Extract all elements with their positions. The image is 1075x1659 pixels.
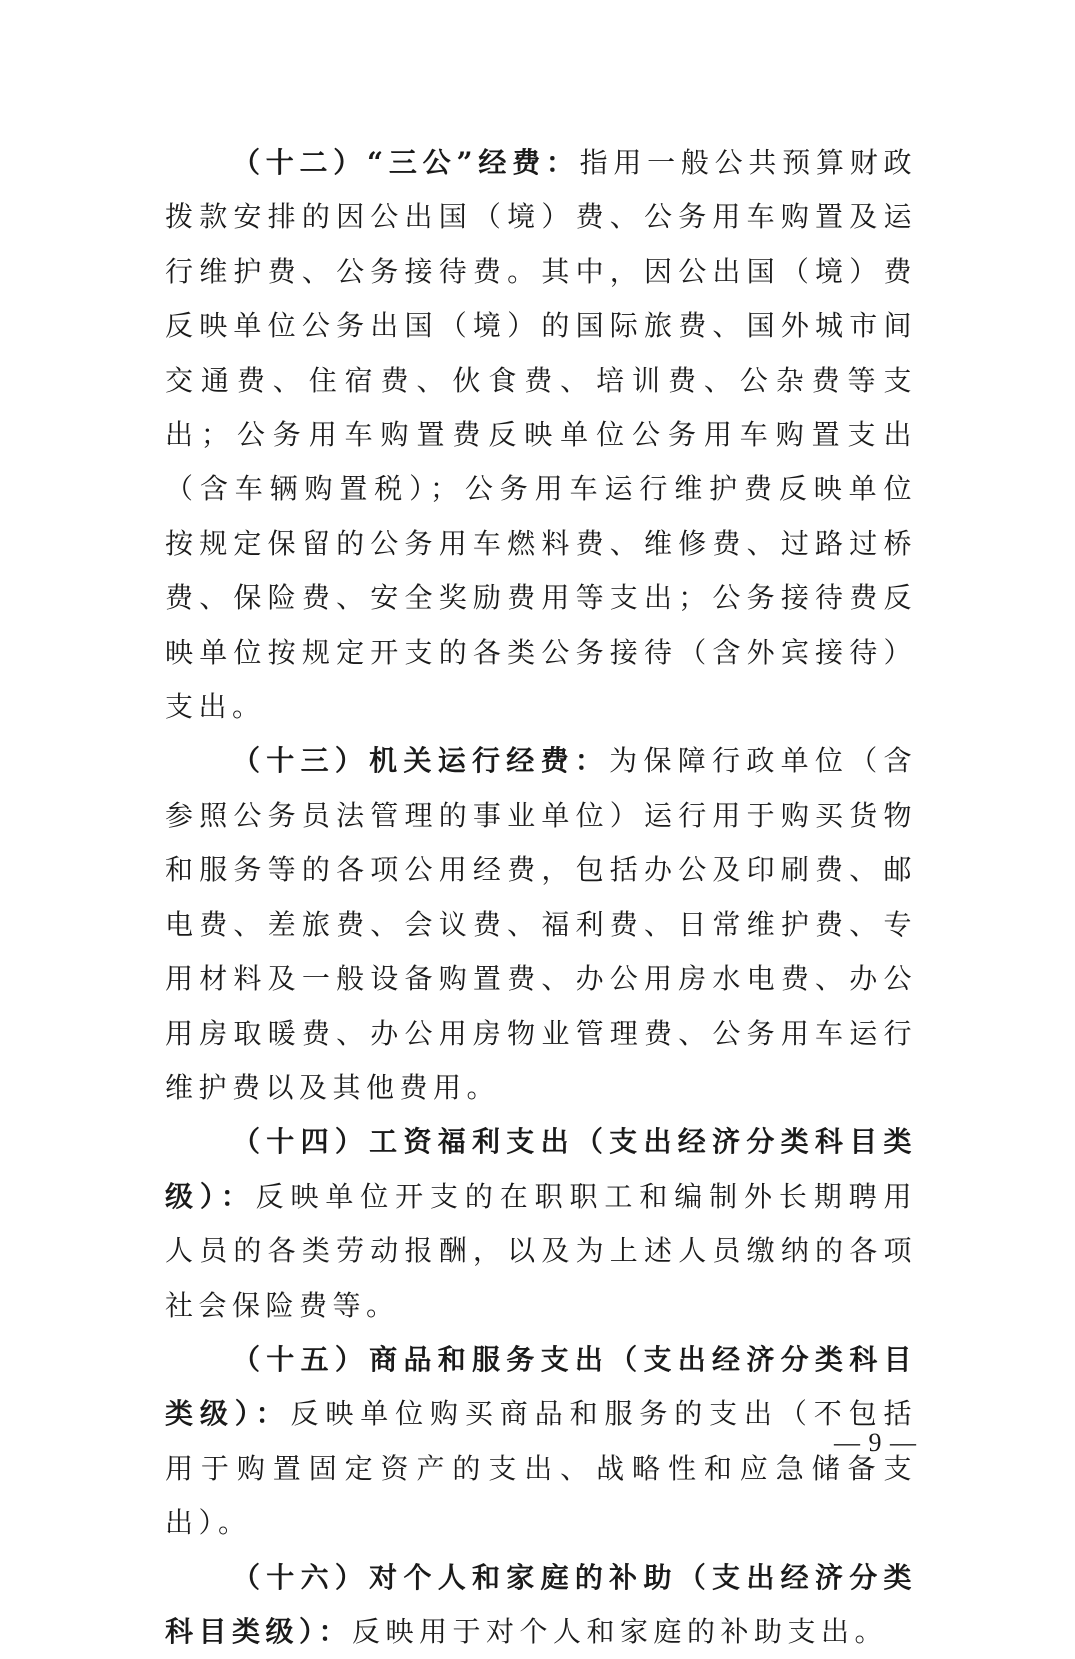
paragraph-text: 反映单位购买商品和服务的支出（不包括用于购置固定资产的支出、战略性和应急储备支出）。 <box>165 1397 917 1540</box>
document-body <box>165 136 917 1659</box>
paragraph-text: 反映用于对个人和家庭的补助支出。 <box>352 1614 889 1648</box>
paragraph-heading: （十二）“三公”经费： <box>232 146 580 179</box>
paragraph-household-subsidies <box>165 1551 917 1659</box>
paragraph-san-gong-expenses <box>165 136 917 734</box>
page-number: — 9 — <box>834 1428 917 1457</box>
paragraph-text: 反映单位开支的在职职工和编制外长期聘用人员的各类劳动报酬，以及为上述人员缴纳的各项社会保险费等。 <box>165 1179 917 1322</box>
paragraph-goods-services <box>165 1333 917 1551</box>
paragraph-heading: （十五）商品和服务支出（支出经济分类科目类级）： <box>165 1342 917 1431</box>
paragraph-wages-welfare <box>165 1115 917 1333</box>
paragraph-heading: （十六）对个人和家庭的补助（支出经济分类科目类级）： <box>165 1560 917 1648</box>
paragraph-text: 为保障行政单位（含参照公务员法管理的事业单位）运行用于购买货物和服务等的各项公用经费，包括办公及印刷费、邮电费、差旅费、会议费、福利费、日常维护费、专用材料及一般设备购置费、办公用房水电费、办公用房取暖费、办公用房物业管理费、公务用车运行维护费以及其他费用。 <box>165 744 917 1104</box>
paragraph-heading: （十四）工资福利支出（支出经济分类科目类级）： <box>165 1125 917 1213</box>
paragraph-heading: （十三）机关运行经费： <box>232 744 610 778</box>
paragraph-agency-operating-expenses <box>165 734 917 1115</box>
paragraph-text: 指用一般公共预算财政拨款安排的因公出国（境）费、公务用车购置及运行维护费、公务接待费。其中，因公出国（境）费反映单位公务出国（境）的国际旅费、国外城市间交通费、住宿费、伙食费、培训费、公杂费等支出；公务用车购置费反映单位公务用车购置支出（含车辆购置税）；公务用车运行维护费反映单位按规定保留的公务用车燃料费、维修费、过路过桥费、保险费、安全奖励费用等支出；公务接待费反映单位按规定开支的各类公务接待（含外宾接待）支出。 <box>165 146 917 724</box>
